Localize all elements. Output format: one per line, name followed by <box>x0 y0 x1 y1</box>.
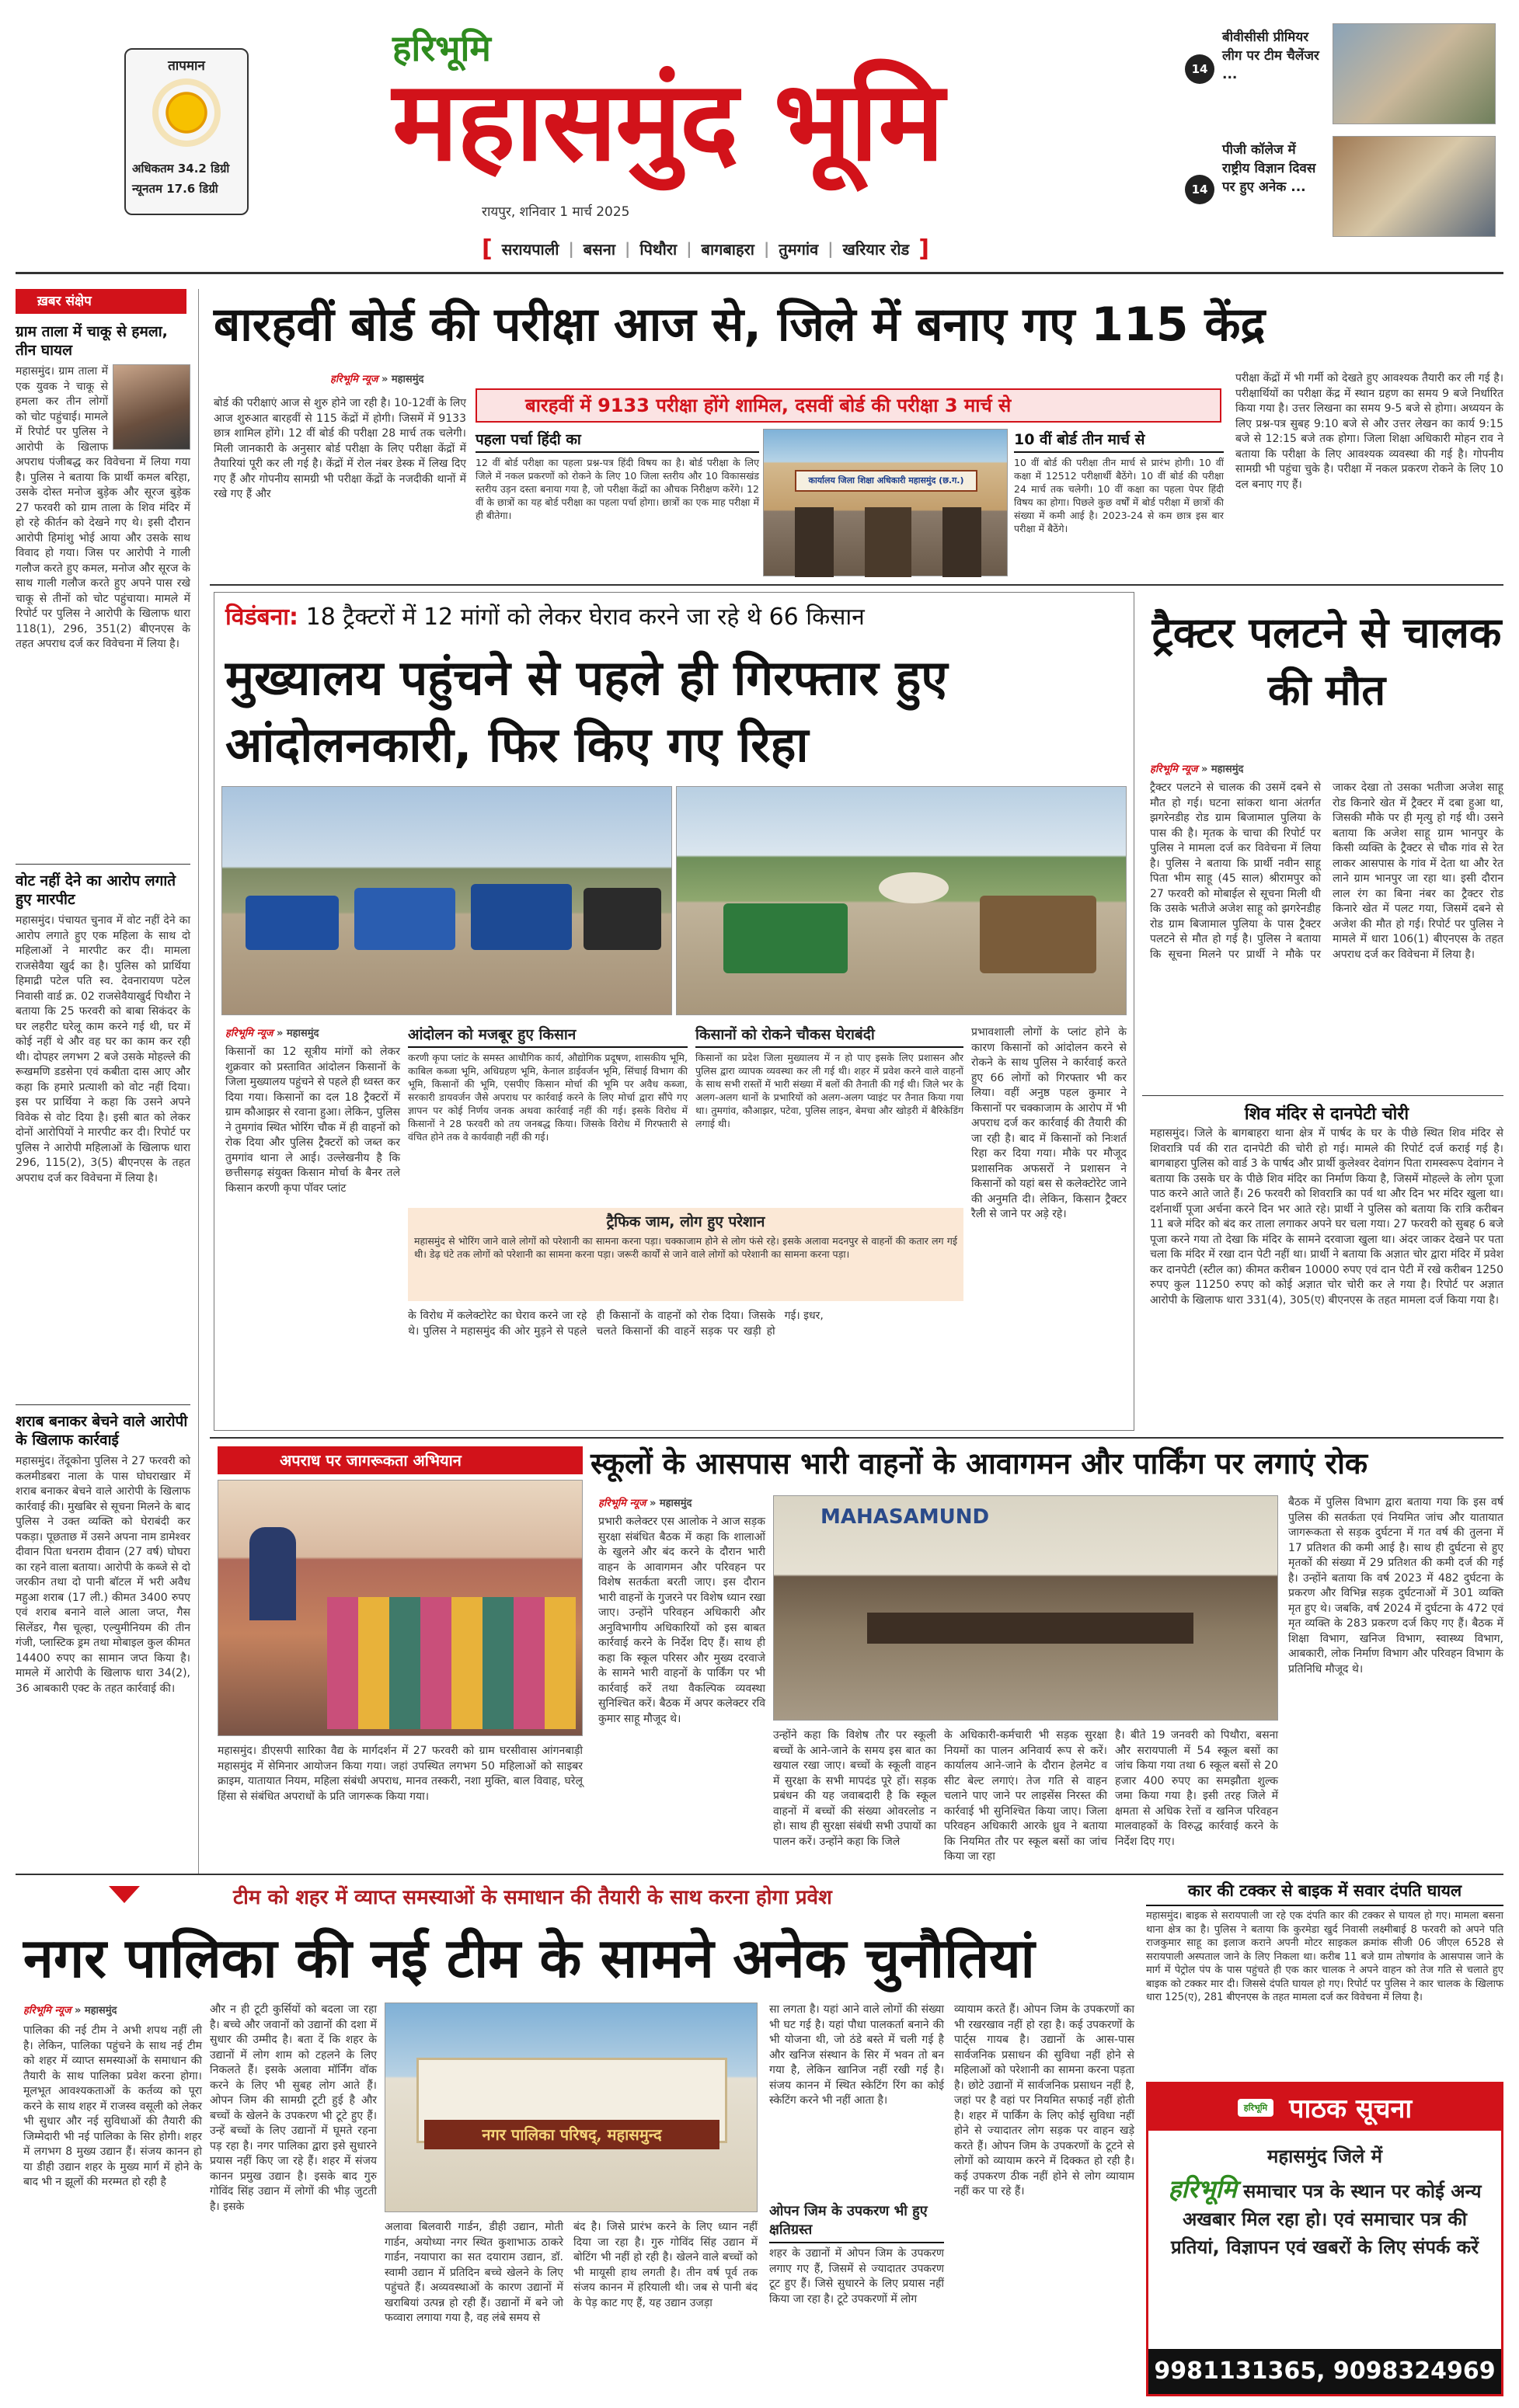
lead-box-2 <box>1014 429 1224 576</box>
sidebar-story-headline: वोट नहीं देने का आरोप लगाते हुए मारपीट <box>16 872 176 908</box>
farmers-box-b-title: किसानों को रोकने चौकस घेराबंदी <box>695 1024 963 1048</box>
municipal-col-2: और न ही टूटी कुर्सियों को बदला जा रहा है। बच्चे और जवानों को उद्यानों की दशा में सुधार की उम्मीद है। बता दें कि शहर के उद्यानों में लोग शाम को टहलने के लिए निकलते हैं। इसके अलावा मॉर्निंग वॉक करने के लिए भी सुबह लोग आते हैं। ओपन जिम की सामग्री टूटी हुई है और बच्चों के खेलने के उपकरण भी टूटे हुए हैं। उन्हें बच्चों के लिए उद्यानों में घूमते रहना पड़ रहा है। नगर पालिका द्वारा इसे सुधारने प्रयास नहीं किए जा रहे हैं। शहर में संजय कानन प्रमुख उद्यान है। इसके बाद गुरु गोविंद सिंह उद्यान में लोगों की भीड़ जुटती है। इसके <box>210 2003 377 2213</box>
lead-body-right: परीक्षा केंद्रों में भी गर्मी को देखते हुए आवश्यक तैयारी कर ली गई है। परीक्षार्थियों का परीक्षा केंद्र में स्थान ग्रहण का समय 9 बजे निर्धारित किया गया है। उत्तर लिखना का समय 9-5 बजे से होगा। अध्ययन के लिए प्रश्न-पत्र सुबह 9:10 बजे से और उत्तर लेखन का कार्य 9:15 बजे से 12:15 बजे तक होगा। जिला शिक्षा अधिकारी मोहन राव ने बताया कि परीक्षा के लिए आवश्यक व्यवस्था की गई है। गोपनीय सामग्री भी पहुंचा चुके है। परीक्षा में नकल प्रकरण रोकने के लिए 10 दल बनाए गए हैं। <box>1235 372 1503 491</box>
municipal-box <box>769 2202 944 2396</box>
farmers-kicker <box>225 602 1127 633</box>
teaser-page-badge: 14 <box>1185 175 1214 204</box>
farmers-col-1: किसानों का 12 सूत्रीय मांगों को लेकर शुक्रवार को प्रस्तावित आंदोलन किसानों के जिला मुख्यालय पहुंचने से पहले ही ध्वस्त कर दिया गया। किसानों का दल 18 ट्रैक्टरों में ग्राम कौआझर से रवाना हुआ। लेकिन, पुलिस ने तुमगांव स्थित भोरिंग चौक में ही वाहनों को रोक दिया और पुलिस ट्रैक्टरों को जब्त कर तुमगांव थाना ले आई। उल्लेखनीय है कि छत्तीसगढ़ संयुक्त किसान मोर्चा के बैनर तले किसान करणी कृपा पॉवर प्लांट <box>225 1046 400 1195</box>
municipal-byline: हरिभूमि न्यूज » महासमुंद <box>23 2005 117 2017</box>
municipal-col-4: बंद है। जिसे प्रारंभ करने के लिए ध्यान नहीं दिया जा रहा है। गुरु गोविंद सिंह उद्यान में बोटिंग भी नहीं हो रही है। खेलने वाले बच्चों को भी मायूसी हाथ लगती है। तीन वर्ष पूर्व तक संजय कानन में हरियाली थी। जब से पानी बंद के पेड़ काट गए हैं, यह उद्यान उजड़ा <box>573 2221 758 2309</box>
byline-brand: हरिभूमि न्यूज <box>225 1028 273 1039</box>
municipal-box-title: ओपन जिम के उपकरण भी हुए क्षतिग्रस्त <box>769 2202 944 2243</box>
weather-box <box>124 48 249 215</box>
kicker-red: विडंबना: <box>225 604 299 631</box>
municipal-col-1: पालिका की नई टीम ने अभी शपथ नहीं ली है। लेकिन, पालिका पहुंचने के साथ नई टीम को शहर में व्याप्त समस्याओं के समाधान की तैयारी के साथ पालिका प्रवेश करना होगा। मूलभूत आवश्यकताओं के कर्तव्य को पूरा करने के साथ शहर में राजस्व वसूली को लेकर भी सुधार और नई सुविधाओं की तैयारी की जिम्मेदारी भी नई पालिका के सिर होगी। शहर में लगभग 8 मुख्य उद्यान हैं। संजय कानन हो या डीही उद्यान शहर के मुख्य मार्ग में होने के बाद भी न झूलों की मरम्मत हो रही है <box>23 2024 202 2188</box>
sidebar-story-body: महासमुंद। पंचायत चुनाव में वोट नहीं देने का आरोप लगाते हुए एक महिला के साथ दो महिलाओं ने मारपीट कर दी। मामला राजसेवैया खुर्द का है। पुलिस को प्रार्थिया हिमाद्री पटेल पति स्व. देवनारायण पटेल निवासी वार्ड क्र. 02 राजसेवैयाखुर्द पिथौरा ने बताया कि 25 फरवरी को बाबा सिकंदर के घर लहरीट घरेलू काम करने गई थी, घर में कोई नहीं थे और वह घर का काम कर रही थी। दोपहर लगभग 2 बजे उसके मोहल्ले की रूखमणि डडसेना एवं कबीता दास आए और कहा कि हमारे प्रत्याशी को वोट नहीं दिया। इस पर प्रार्थिया ने कहा कि उसने अपने विवेक से वोट दिया है। इसी बात को लेकर दोनों आरोपियों ने मारपीट कर दी। रिपोर्ट पर पुलिस ने आरोपी महिलाओं के खिलाफ धारा 296, 115(2), 3(5) बीएनएस के तहत अपराध दर्ज कर विवेचना में लिया है। <box>16 914 190 1185</box>
region-item: बसना <box>583 239 616 259</box>
tractors-photo-2 <box>676 786 1127 1015</box>
teaser-page-badge: 14 <box>1185 54 1214 84</box>
lead-headline: बारहवीं बोर्ड की परीक्षा आज से, जिले में बनाए गए 115 केंद्र <box>214 298 1266 352</box>
notice-line1: महासमुंद जिले में <box>1267 2145 1382 2167</box>
sidebar-story-body: महासमुंद। ग्राम ताला में एक युवक ने चाकू से हमला कर तीन लोगों को चोट पहुंचाई। मामले में रिपोर्ट पर पुलिस ने आरोपी के खिलाफ अपराध पंजीबद्ध कर विवेचना में लिया गया है। पुलिस ने बताया कि प्रार्थी कमल बरिहा, उसके दोस्त मनोज बुड़ेक और सूरज बुड़ेक 27 फरवरी को ग्राम ताला के शिव मंदिर में हो रहे कीर्तन को देखने गए थे। इसी दौरान आरोपी हिमांशु भोई आया और उसके साथ विवाद हो गया। जिस पर आरोपी ने गाली गलौज करते हुए कमल, मनोज और सूरज के साथ गाली गलौज करते हुए अपने पास रखे चाकू से तीनों को चोट पहुंचाया। मामले में रिपोर्ट पर पुलिस ने आरोपी के खिलाफ धारा 118(1), 296, 351(2) बीएनएस के तहत अपराध दर्ज कर विवेचना में लिया है। <box>16 365 190 650</box>
meeting-banner: MAHASAMUND <box>820 1505 990 1529</box>
farmers-byline: हरिभूमि न्यूज » महासमुंद <box>225 1028 319 1039</box>
meeting-photo <box>773 1495 1278 1721</box>
lead-box-1-body: 12 वीं बोर्ड परीक्षा का पहला प्रश्न-पत्र हिंदी विषय का है। बोर्ड परीक्षा के लिए जिले में नकल प्रकरणों को रोकने के लिए 10 जिला स्तरीय और 10 विकासखंड स्तरीय उड़न दस्ता बनाया गया है, जो परीक्षा केंद्रों का औचक निरीक्षण करेंगे। 12 वीं के छात्रों का यह बोर्ड परीक्षा का पहला पर्चा होगा। छात्रों का एक माह परीक्षा में ही बीतेगा। <box>476 457 759 521</box>
byline-place: महासमुंद <box>391 374 424 385</box>
sidebar-story-headline: शराब बनाकर बेचने वाले आरोपी के खिलाफ कार्रवाई <box>16 1413 188 1449</box>
byline-brand: हरिभूमि न्यूज <box>1150 764 1198 775</box>
schools-headline: स्कूलों के आसपास भारी वाहनों के आवागमन और पार्किंग पर लगाएं रोक <box>591 1446 1368 1481</box>
schools-col-3: के अधिकारी-कर्मचारी भी सड़क सुरक्षा नियमों का पालन अनिवार्य रूप से करें। कार्यालय आने-जाने के दौरान हेलमेट व सीट बेल्ट लगाएं। तेज गति से वाहन चलाने पाए जाने पर लाइसेंस निरस्त की कार्रवाई भी सुनिश्चित किया जाए। जिला परिवहन अधिकारी आरके ध्रुव ने बताया कि नियमित तौर पर स्कूल बसों का जांच किया जा रहा <box>944 1729 1107 1863</box>
temple-headline: शिव मंदिर से दानपेटी चोरी <box>1244 1105 1409 1124</box>
municipal-col-6: व्यायाम करते हैं। ओपन जिम के उपकरणों का भी रखरखाव नहीं हो रहा है। कई उपकरणों के पार्ट्स गायब है। उद्यानों के आस-पास सार्वजनिक प्रसाधन की सुविधा नहीं होने से महिलाओं को परेशानी का सामना करना पड़ता है। छोटे उद्यानों में सार्वजनिक प्रसाधन नहीं है, जहां पर है वहां पर नियमित सफाई नहीं होती है। शहर में पार्किंग के लिए कोई सुविधा नहीं होने से ज्यादातर लोग सड़क पर वाहन खड़े करते हैं। ओपन जिम के उपकरणों के टूटने से लोगों को व्यायाम करने में दिक्कत हो रही है। कई उपकरण ठीक नहीं होने से लोग व्यायाम नहीं कर पा रहे हैं। <box>954 2003 1134 2197</box>
lead-box-1-title: पहला पर्चा हिंदी का <box>476 429 759 453</box>
schools-byline: हरिभूमि न्यूज » महासमुंद <box>598 1498 692 1509</box>
dateline: रायपुर, शनिवार 1 मार्च 2025 <box>482 204 630 220</box>
notice-phones[interactable]: 9981131365, 9098324969 <box>1148 2349 1501 2394</box>
lead-subhead: बारहवीं में 9133 परीक्षा होंगे शामिल, दसवीं बोर्ड की परीक्षा 3 मार्च से <box>476 388 1221 423</box>
byline-place: महासमुंद <box>659 1498 692 1509</box>
byline-place: महासमुंद <box>286 1028 319 1039</box>
municipal-office-photo <box>385 2003 758 2212</box>
farmers-box-c <box>408 1208 963 1301</box>
weather-label: तापमान <box>168 58 205 74</box>
region-item: तुमगांव <box>779 239 819 259</box>
region-item: बागबाहरा <box>701 239 754 259</box>
farmers-box-b <box>695 1024 963 1202</box>
municipal-signboard: नगर पालिका परिषद्, महासमुन्द <box>424 2120 719 2149</box>
municipal-col-5: सा लगता है। यहां आने वाले लोगों की संख्या भी घट गई है। यहां पौधा पालकर्ता बनाने की भी योजना थी, जो ठंडे बस्ते में चली गई है और खनिज संस्थान के सिर में भवन तो बन गया है, लेकिन खानिज नहीं रखी गई है। संजय कानन में स्थित स्केटिंग रिंग का कोई स्केटिंग करने भी नहीं आता है। <box>769 2003 944 2107</box>
municipal-col-3: अलावा बिलवारी गार्डन, डीही उद्यान, मोती गार्डन, अयोध्या नगर स्थित कुशाभाऊ ठाकरे गार्डन, नयापारा का सत दयाराम उद्यान, डॉ. स्वामी उद्यान में प्रतिदिन बच्चे खेलने के लिए पहुंचते हैं। अव्यवस्थाओं के कारण उद्यानों में खराबियां उत्पन्न हो रही हैं। उद्यानों में बने जो फव्वारा लगाया गया है, वह लंबे समय से <box>385 2221 563 2324</box>
bracket-left: [ <box>482 235 493 263</box>
teaser-text: पीजी कॉलेज में राष्ट्रीय विज्ञान दिवस पर हुए अनेक ... <box>1222 142 1316 195</box>
notice-logo: हरिभूमि <box>1238 2099 1273 2117</box>
region-item: खरियार रोड <box>842 239 910 259</box>
schools-col-4: है। बीते 19 जनवरी को पिथौरा, बसना और सरायपाली में 54 स्कूल बसों का जांच किया गया तथा 6 स्कूल बसों से 20 हजार 400 रुपए का समझौता शुल्क जमा किया गया है। इसी तरह जिले में क्षमता से अधिक रेत्तों व खनिज परिवहन मालवाहकों के विरुद्ध कार्रवाई करने के निर्देश दिए गए। <box>1115 1729 1278 1848</box>
lead-box-1 <box>476 429 759 576</box>
schools-col-2: उन्होंने कहा कि विशेष तौर पर स्कूली बच्चों के आने-जाने के समय इस बात का खयाल रखा जाए। बच्चों के स्कूली वाहन में सुरक्षा के सभी मापदंड पूरे हों। सड़क प्रबंधन की यह जवाबदारी है कि स्कूल वाहनों में बच्चों की संख्या ओवरलोड न हो। साथ ही सुरक्षा संबंधी सभी उपायों का पालन करें। उन्होंने कहा कि जिले <box>773 1729 936 1848</box>
accident-headline: कार की टक्कर से बाइक में सवार दंपति घायल <box>1146 1880 1503 1906</box>
byline-place: महासमुंद <box>1211 764 1244 775</box>
region-item: सरायपाली <box>501 239 559 259</box>
byline-brand: हरिभूमि न्यूज <box>23 2005 71 2017</box>
notice-body <box>1159 2175 1490 2261</box>
lead-box-2-title: 10 वीं बोर्ड तीन मार्च से <box>1014 429 1224 453</box>
notice-line2: समाचार पत्र के स्थान पर कोई अन्य अखबार मिल रहा हो। एवं समाचार पत्र की प्रतियां, विज्ञापन एवं खबरों के लिए संपर्क करें <box>1170 2180 1482 2258</box>
awareness-photo <box>218 1480 583 1736</box>
municipal-headline: नगर पालिका की नई टीम के सामने अनेक चुनौतियां <box>23 1926 1035 1990</box>
farmers-headline: मुख्यालय पहुंचने से पहले ही गिरफ्तार हुए आंदोलनकारी, फिर किए गए रिहा <box>225 649 948 773</box>
schools-col-1: प्रभारी कलेक्टर एस आलोक ने आज सड़क सुरक्षा संबंधित बैठक में कहा कि शालाओं के खुलने और बंद करने के दौरान भारी वाहन के आवागमन और परिवहन पर विशेष सतर्कता बरती जाए। इस दौरान भारी वाहनों के गुजरने पर विशेष ध्यान रखा जाए। उन्होंने परिवहन अधिकारी और अनुविभागीय अधिकारियों को इस बाबत कार्रवाई करने के निर्देश दिए हैं। साथ ही कहा कि स्कूल परिसर और मुख्य दरवाजे के सामने भारी वाहनों के पार्किंग पर भी कार्रवाई करें तथा वैकल्पिक व्यवस्था सुनिश्चित करें। बैठक में अपर कलेक्टर रवि कुमार साहू मौजूद थे। <box>598 1515 766 1725</box>
schools-col-5: बैठक में पुलिस विभाग द्वारा बताया गया कि इस वर्ष पुलिस की सतर्कता एवं नियमित जांच और यातायात जागरूकता से सड़क दुर्घटना में गत वर्ष की तुलना में 17 प्रतिशत की कमी आई है। साथ ही दुर्घटना से हुए मृतकों की संख्या में 29 प्रतिशत की कमी दर्ज की गई है। उन्होंने बताया कि वर्ष 2023 में 482 दुर्घटना के प्रकरण और विभिन्न सड़क दुर्घटनाओं में 301 व्यक्ति मृत हुए थे। जबकि, वर्ष 2024 में दुर्घटना के 472 एवं मृत व्यक्ति के 283 प्रकरण दर्ज किए गए हैं। बैठक में शिक्षा विभाग, खनिज विभाग, स्वास्थ्य विभाग, आबकारी, लोक निर्माण विभाग और परिवहन विभाग के प्रतिनिधि मौजूद थे। <box>1288 1496 1503 1676</box>
region-bar: [ सरायपाली | बसना | पिथौरा | बागबाहरा | तुमगांव | खरियार रोड ] <box>482 235 929 263</box>
brand-small: हरिभूमि <box>392 27 491 69</box>
farmers-col-4: प्रभावशाली लोगों के प्लांट होने के कारण किसानों को आंदोलन करने से रोकने के साथ पुलिस ने कार्रवाई करते हुए 66 लोगों को गिरफ्तार भी कर लिया। वहीं अनुष्ठ पहल कुमार ने किसानों पर चक्काजाम के आरोप में भी अपराध दर्ज कर कार्रवाई की तैयारी की जा रही है। बाद में किसानों को निःशर्त रिहा कर दिया गया। मौके पर मौजूद प्रशासनिक अफसरों ने प्रशासन ने किसानों को यहां बस से कलेक्टोरेट जाने की अनुमति दी। लेकिन, किसान ट्रैक्टर रैली से जाने पर अड़े रहे। <box>971 1026 1127 1220</box>
lead-body-left: बोर्ड की परीक्षाएं आज से शुरु होने जा रही है। 10-12वीं के लिए आज शुरुआत बारहवीं से 115 केंद्रों में होगी। जिसमें में 9133 छात्र शामिल होंगे। 12 वीं बोर्ड की परीक्षा 28 मार्च तक चलेगी। मिली जानकारी के अनुसार बोर्ड परीक्षा के लिए परीक्षा केंद्रों में तैयारियां पूरी कर ली गई है। केंद्रों में रोल नंबर डेस्क में लिख दिए गए हैं और गोपनीय सामग्री भी परीक्षा केंद्रों के नजदीकी थानों में रखे गए हैं और <box>214 397 466 500</box>
reader-notice <box>1146 2082 1503 2396</box>
sidebar-story-headline: ग्राम ताला में चाकू से हमला, तीन घायल <box>16 323 168 359</box>
notice-brand: हरिभूमि <box>1168 2174 1237 2204</box>
municipal-kicker: टीम को शहर में व्याप्त समस्याओं के समाधान की तैयारी के साथ करना होगा प्रवेश <box>233 1886 832 1909</box>
teaser-2[interactable] <box>1185 136 1496 245</box>
kicker-text: 18 ट्रैक्टरों में 12 मांगों को लेकर घेराव करने जा रहे थे 66 किसान <box>305 604 865 631</box>
farmers-box-a-body: करणी कृपा प्लांट के समस्त आधौगिक कार्य, औद्योगिक प्रदूषण, शासकीय भूमि, काबिल कब्जा भूमि, अधिग्रहण भूमि, केनाल डाईवर्जन भूमि, सिंचाई विभाग की भूमि, किसानों की भूमि, एसपीए किसान मोर्चा की भूमि पर अवैध कब्जा, सरकारी डायवर्जन जैसे अपराध पर कार्रवाई करने के लिए मोर्चा द्वारा सौंपे गए ज्ञापन पर कोई निर्णय जनक अथवा कार्रवाई नहीं की गई। इसके विरोध में किसानों ने 28 फरवरी को तय जनबद्ध किया। जिसके विरोध में गिरफ्तारी से वंचित होने तक वे कार्यवाही नहीं की गई। <box>408 1052 688 1143</box>
tractor-body: ट्रैक्टर पलटने से चालक की उसमें दबने से मौत हो गई। घटना सांकरा थाना अंतर्गत झगरेनडीह रोड ग्राम बिजामाल पुलिया के पास की है। मृतक के चाचा की रिपोर्ट पर पुलिस ने मामला दर्ज कर विवेचना में लिया है। पुलिस ने बताया कि प्रार्थी नवीन साहू पिता भीम साहू (45 साल) श्रीरामपुर को 27 फरवरी को मोबाईल से सूचना मिली थी कि उसके भतीजे अजेश साहू को झगरेनडीह रोड ग्राम बिजामाल पुलिया के पास ट्रैक्टर पलटने से मौत हो गई है। पुलिस ने बताया कि सूचना मिलने पर प्रार्थी ने मौके पर जाकर देखा तो उसका भतीजा अजेश साहू रोड किनारे खेत में ट्रैक्टर में दबा हुआ था, जिसकी मौके पर ही मृत्यु हो गई थी। उसने बताया कि अजेश साहू ग्राम भानपुर के किसी व्यक्ति के ट्रैक्टर से चौक गांव से रेत लाकर आसपास के गांव में देता था और रेत लाने ग्राम भानपुर जा रहा था। इसी दौरान लाल रंग का बिना नंबर का ट्रैक्टर रोड किनारे खेत में पलट गया, जिसमें दबने से अजेश की मौत हो गई। रिपोर्ट पर पुलिस ने मामले में धारा 106(1) बीएनएस के तहत अपराध दर्ज कर विवेचना में लिया है। <box>1150 781 1503 961</box>
temple-body: महासमुंद। जिले के बागबाहरा थाना क्षेत्र में पार्षद के घर के पीछे स्थित शिव मंदिर से शिवरात्रि पर्व की रात दानपेटी की चोरी हो गई। मामले की रिपोर्ट दर्ज कराई गई है। बागबाहरा पुलिस को वार्ड 3 के पार्षद और प्रार्थी कुलेश्वर देवांगन पिता रामस्वरूप देवांगन ने बताया कि उसके घर के पीछे शिव मंदिर का निर्माण किया है, जिसमें मोहल्ले के लोग पूजा पाठ करने आते जाते हैं। 26 फरवरी को शिवरात्रि का पर्व था और दिन भर मंदिर खुला था। दर्शनार्थी पूजा अर्चना करने दिन भर आते रहे। प्रार्थी ने पुलिस को बताया कि रात्रि करीबन 11 बजे मंदिर को बंद कर ताला लगाकर अपने घर चला गया। 27 फरवरी को सुबह 6 बजे पूजा करने गया तो देखा कि मंदिर के सामने दरवाजा खुला था। अंदर जाकर देखने पर पता चला कि मंदिर में रखा दान पेटी नहीं था। प्रार्थी ने बताया कि अज्ञात चोर द्वारा मंदिर में प्रवेश कर दानपेटी (स्टील का) कीमत करीबन 10000 रुपए एवं दान पेटी में रखे करीबन 1250 रुपए कुल 11250 रुपए को कोई अज्ञात चोर चोरी कर ले गया है। रिपोर्ट पर अज्ञात आरोपी के खिलाफ धारा 331(4), 305(ए) बीएनएस के तहत मामला दर्ज किया गया है। <box>1150 1127 1503 1307</box>
office-signboard: कार्यालय जिला शिक्षा अधिकारी महासमुंद (छ.ग.) <box>795 470 977 492</box>
chevron-down-icon <box>109 1886 140 1903</box>
weather-min: न्यूनतम 17.6 डिग्री <box>132 182 218 196</box>
sidebar-story <box>16 322 190 858</box>
awareness-caption: महासमुंद। डीएसपी सारिका वैद्य के मार्गदर्शन में 27 फरवरी को ग्राम घरसीवास आंगनबाड़ी महासमुंद में सेमिनार आयोजन किया गया। जहां उपस्थित लगभग 50 महिलाओं को साइबर क्राइम, यातायात नियम, महिला संबंधी अपराध, मानव तस्करी, नशा मुक्ति, बाल विवाह, घरेलू हिंसा से संबंधित अपराधों के प्रति जागरूक किया गया। <box>218 1745 583 1803</box>
farmers-box-a-title: आंदोलन को मजबूर हुए किसान <box>408 1024 688 1048</box>
farmers-box-c-title: ट्रैफिक जाम, लोग हुए परेशान <box>606 1213 765 1230</box>
byline-brand: हरिभूमि न्यूज <box>330 374 378 385</box>
accident-body: महासमुंद। बाइक से सरायपाली जा रहे एक दंपति कार की टक्कर से घायल हो गए। मामला बसना थाना क्षेत्र का है। पुलिस ने बताया कि कुरमेडा खुर्द निवासी लक्ष्मीबाई 8 फरवरी को अपने पति राजकुमार साहू का इलाज कराने अपनी मोटर साइकल क्रमांक सीजी 06 जीएल 6528 से सरायपाली अस्पताल जाने के लिए निकला था। करीब 11 बजे ग्राम तोषगांव के आसपास जाने के मार्ग में पेट्रोल पंप के पास पहुंचते ही एक कार चालक ने अपने वाहन को तेज गति से चलाते हुए बाइक को टक्कर मार दी। जिससे दंपति घायल हो गए। रिपोर्ट पर पुलिस ने कार चालक के खिलाफ धारा 125(ए), 281 बीएनएस के तहत मामला दर्ज कर विवेचना में लिया है। <box>1146 1910 1503 2003</box>
tractors-photo-1 <box>221 786 672 1015</box>
lead-byline: हरिभूमि न्यूज » महासमुंद <box>330 374 424 385</box>
deo-office-photo <box>763 429 1008 576</box>
byline-brand: हरिभूमि न्यूज <box>598 1498 646 1509</box>
weather-max: अधिकतम 34.2 डिग्री <box>132 162 230 176</box>
teaser-photo <box>1333 23 1496 124</box>
lead-box-2-body: 10 वीं बोर्ड की परीक्षा तीन मार्च से प्रारंभ होगी। 10 वीं कक्षा में 12512 परीक्षार्थी बैठेंगे। 10 वीं बोर्ड की परीक्षा 24 मार्च तक चलेगी। 10 वीं कक्षा का पहला पेपर हिंदी विषय का होगा। पिछले कुछ वर्षों में बोर्ड परीक्षा में छात्रों की संख्या में कमी आई है। 2023-24 से कम छात्र इस बार परीक्षा में बैठेंगे। <box>1014 457 1224 534</box>
awareness-label: अपराध पर जागरूकता अभियान <box>218 1446 583 1474</box>
sidebar-label: ख़बर संक्षेप <box>16 289 186 314</box>
teaser-text: बीवीसीसी प्रीमियर लीग पर टीम चैलेंजर ... <box>1222 30 1319 82</box>
notice-title: पाठक सूचना <box>1289 2093 1413 2124</box>
sidebar-photo <box>113 364 190 450</box>
farmers-box-b-body: किसानों का प्रदेश जिला मुख्यालय में न हो पाए इसके लिए प्रशासन और पुलिस द्वारा व्यापक व्यवस्था कर ली गई थी। शहर में प्रवेश करने वाले वाहनों के साथ सभी रास्तों में भारी संख्या में बलों की तैनाती की गई थी। जिले भर के अलग-अलग थानों के प्रभारियों को अलग-अलग प्वाइंट पर तैनात किया गया था। तुमगांव, कौआझर, पटेवा, पुलिस लाइन, बेमचा और खोड़री में बैरिकेडिंग लगाई थी। <box>695 1052 963 1129</box>
region-item: पिथौरा <box>639 239 678 259</box>
byline-place: महासमुंद <box>84 2005 117 2017</box>
sidebar-story <box>16 872 190 1400</box>
masthead-title: महासमुंद भूमि <box>392 57 943 186</box>
sidebar-story <box>16 1412 190 1870</box>
teaser-photo <box>1333 136 1496 237</box>
farmers-col-3: के विरोध में कलेक्टोरेट का घेराव करने जा रहे थे। पुलिस ने महासमुंद की ओर मुड़ने से पहले ही किसानों के वाहनों को रोक दिया। जिसके चलते किसानों की वाहनें सड़क पर खड़ी हो गई। इधर, <box>408 1310 824 1338</box>
tractor-headline: ट्रैक्टर पलटने से चालक की मौत <box>1151 608 1502 715</box>
tractor-byline: हरिभूमि न्यूज » महासमुंद <box>1150 764 1244 775</box>
teaser-1[interactable] <box>1185 23 1496 128</box>
bracket-right: ] <box>918 235 929 263</box>
notice-title-bar <box>1148 2084 1501 2131</box>
farmers-box-a <box>408 1024 688 1202</box>
municipal-box-body: शहर के उद्यानों में ओपन जिम के उपकरण लगाए गए हैं, जिसमें से ज्यादातर उपकरण टूट हुए हैं। जिसे सुधारने के लिए प्रयास नहीं किया जा रहा है। टूटे उपकरणों में लोग <box>769 2247 944 2305</box>
sun-icon <box>159 85 214 141</box>
farmers-box-c-body: महासमुंद से भोरिंग जाने वाले लोगों को परेशानी का सामना करना पड़ा। चक्काजाम होने से लोग फंसे रहे। इसके अलावा मदनपुर से वाहनों की कतार लग गई थी। डेढ़ घंटे तक लोगों को परेशानी का सामना करना पड़ा। जरूरी कार्यों से जाने वाले लोगों को परेशानी का सामना करना पड़ा। <box>414 1235 957 1260</box>
sidebar-story-body: महासमुंद। तेंदूकोना पुलिस ने 27 फरवरी को कलमीडबरा नाला के पास घोघराखार में शराब बनाकर बेचने वाले आरोपी के खिलाफ कार्रवाई की। मुखबिर से सूचना मिलने के बाद पुलिस ने उक्त व्यक्ति को घेराबंदी कर पकड़ा। पूछताछ में उसने अपना नाम डामेश्वर दीवान पिता धनराम दीवान (27 वर्ष) घोघरा का रहने वाला बताया। आरोपी के कब्जे से दो जरकीन तथा दो पानी बॉटल में भरी अवैध महुआ शराब (17 ली.) कीमत 3400 रुपए एवं शराब बनाने वाले आला जप्त, गैस सिलेंडर, गैस चूल्हा, एल्युमीनियम की तीन गंजी, प्लास्टिक ड्रम तथा मोबाइल कुल कीमत 14400 रुपए का सामान जप्त किया है। मामले में आरोपी के खिलाफ धारा 34(2), 36 आबकारी एक्ट के तहत कार्रवाई की। <box>16 1455 190 1695</box>
